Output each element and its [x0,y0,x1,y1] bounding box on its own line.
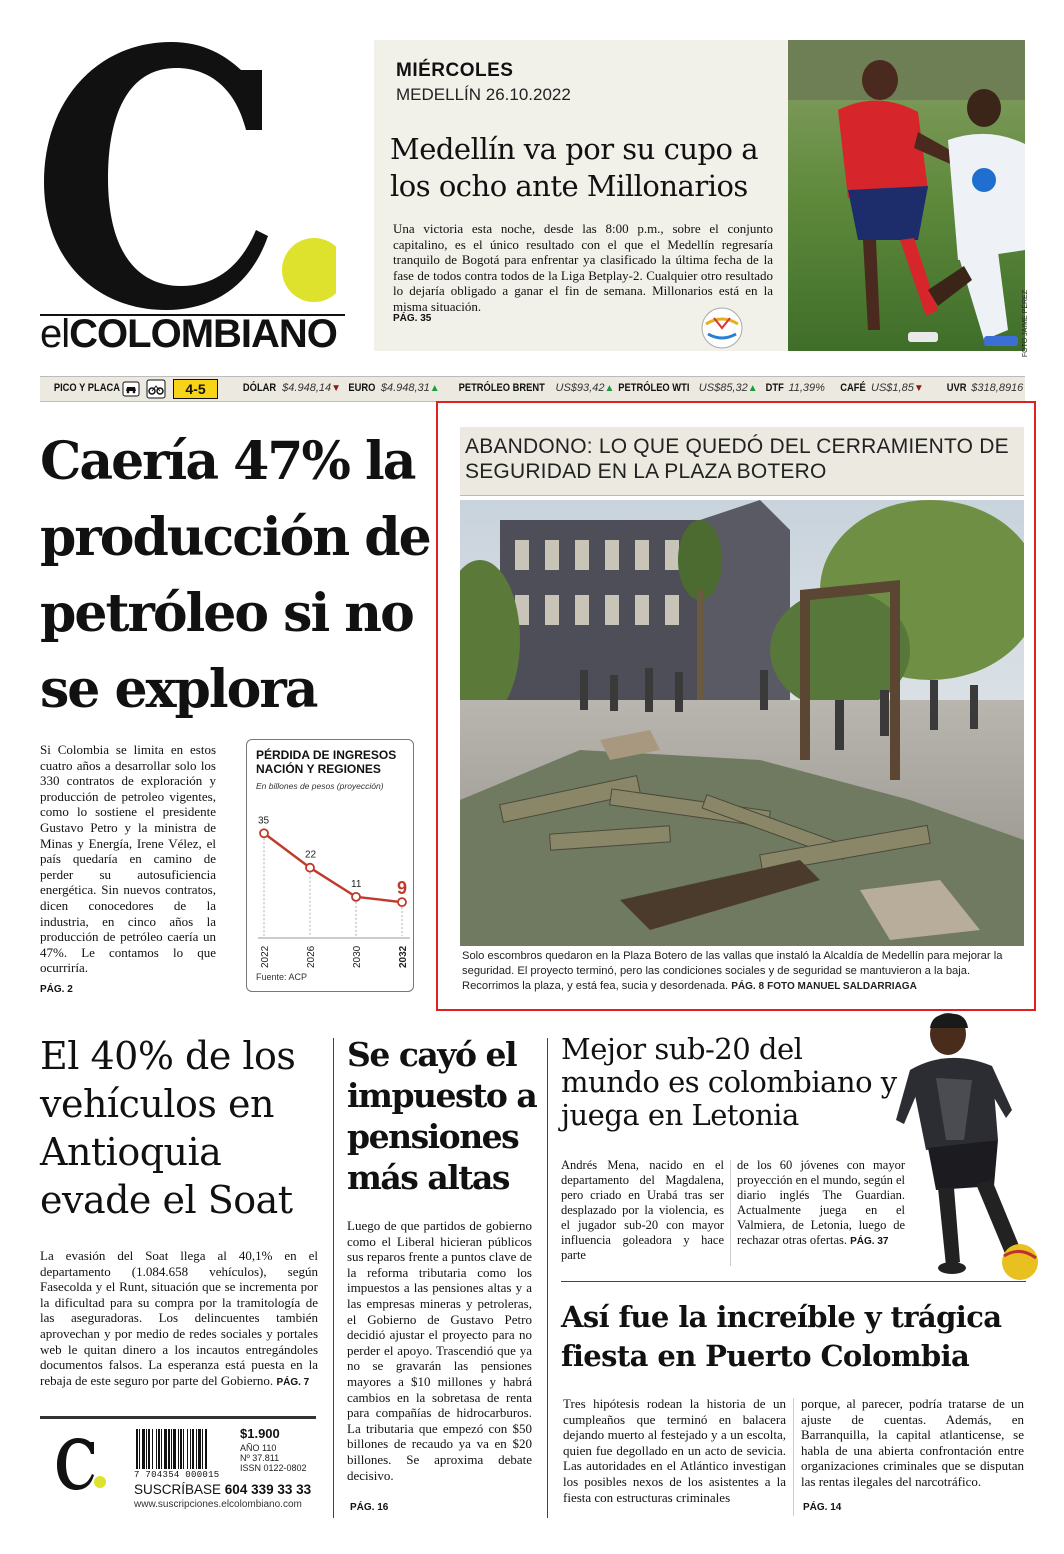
sub20-body-text: de los 60 jóvenes con mayor proyección en el mundo, según el diario inglés The Guardian. Actualmente juega en el Valmiera, de Letonia, luego de rechazar otras ofertas. [737,1158,906,1247]
column-divider [547,1038,548,1518]
section-rule [561,1281,1026,1282]
soccer-ball-image [700,306,744,350]
chart-tick-label: 2030 [352,945,363,968]
puerto-body-col2: porque, al parecer, podría tratarse de un ajuste de cuentas. Además, en Barranquilla, la capital atlanticense, se habla de una abierta confrontación entre organizaciones criminales que se disputan las rentas ilegales del narcotráfico. [801,1396,1024,1489]
feature-title[interactable]: ABANDONO: LO QUE QUEDÓ DEL CERRAMIENTO DE SEGURIDAD EN LA PLAZA BOTERO [465,435,1009,483]
chart-point [306,864,314,872]
motorcycle-icon [146,379,166,399]
chart-data-label: 11 [351,878,362,890]
chart-source: Fuente: ACP [256,972,308,982]
chart-series-line [264,833,402,902]
main-headline[interactable]: Caería 47% la producción de petróleo si no se explora [40,431,430,720]
brand-main: COLOMBIANO [69,312,337,356]
edition-number: Nº 37.811 [240,1453,280,1463]
ticker-dtf: DTF 11,39% [765,382,825,394]
puerto-body-col1: Tres hipótesis rodean la historia de un cumpleaños que terminó en balacera dejando muerto al festejado y a un escolta, quien fue degollado en un acto de sevicia. Las autoridades en el Atlántico investigan los posibles nexos de los asistentes a la fiesta con estructuras criminales [563,1396,786,1505]
income-loss-chart [246,790,414,970]
chart-tick-label: 2032 [398,945,409,968]
chart-title: PÉRDIDA DE INGRESOS NACIÓN Y REGIONES [256,748,397,776]
soat-headline[interactable]: El 40% de los vehículos en Antioquia evade el Soat [40,1034,296,1222]
subscribe-line[interactable] [134,1482,311,1497]
soccer-player-cutout[interactable] [890,1000,1040,1285]
teaser-photo-credit: FOTO JAIME PÉREZ [1022,290,1029,358]
sub20-headline[interactable]: Mejor sub-20 del mundo es colombiano y juega en Letonia [561,1032,897,1132]
ticker-dolar: DÓLAR $4.948,14▼ [242,382,342,394]
pensiones-headline[interactable]: Se cayó el impuesto a pensiones más altas [347,1035,537,1197]
subscribe-url[interactable]: www.suscripciones.elcolombiano.com [134,1499,302,1510]
footer-rule [40,1416,316,1419]
chart-tick-label: 2026 [306,945,317,968]
sub20-page-ref[interactable]: PÁG. 37 [850,1236,889,1247]
chart-tick-label: 2022 [260,945,271,968]
chart-data-label: 9 [397,878,408,899]
sub20-body-col2 [737,1158,905,1249]
soccer-match-photo[interactable] [788,40,1025,351]
up-arrow-icon: ▲ [429,383,440,394]
edition-date: MEDELLÍN 26.10.2022 [396,85,571,104]
feature-photo-credit: FOTO MANUEL SALDARRIAGA [767,981,917,992]
ticker-cafe: CAFÉ US$1,85▼ [840,382,924,394]
barcode-number: 7 704354 000015 [134,1470,220,1480]
chart-data-label: 22 [305,849,317,861]
brand-prefix: el [40,312,70,356]
pensiones-page-ref[interactable]: PÁG. 16 [350,1502,389,1513]
edition-day: MIÉRCOLES [396,60,514,81]
pensiones-body: Luego de que partidos de gobierno como el Liberal hicieran públicos sus reparos frente a puntos clave de la reforma tributaria como los impuestos a las pensiones altas y a las empresas mineras y petroleras, el Gobierno de Gustavo Petro decidió ajustar el proyecto para no perder el apoyo. Trascendió que ya no se gravarán las pensiones mayores a $10 millones y habrá cambios en la sobretasa de renta para compañías de hidrocarburos. La tributaria que empezó con $50 billones de recaudo ya va en $20 billones. Se aproxima debate decisivo. [347,1218,532,1483]
puerto-page-ref[interactable]: PÁG. 14 [803,1502,842,1513]
chart-point [260,829,268,837]
teaser-headline[interactable]: Medellín va por su cupo a los ocho ante Millonarios [390,132,759,203]
ticker-uvr: UVR $318,8916 [946,382,1024,394]
feature-caption [462,949,1024,994]
sub20-body-col1: Andrés Mena, nacido en el departamento del Magdalena, pero criado en Urabá tras ser desplazado por la violencia, es el jugador sub-20 con mayor influencia goleadora y hace parte [561,1158,724,1262]
edition-year: AÑO 110 [240,1443,277,1453]
subscribe-label: SUSCRÍBASE [134,1482,222,1497]
main-page-ref[interactable]: PÁG. 2 [40,984,73,995]
feature-page-ref[interactable]: PÁG. 8 [731,981,765,992]
subscribe-phone[interactable]: 604 339 33 33 [224,1482,312,1497]
ticker-brent: PETRÓLEO BRENT US$93,42▲ [458,382,615,394]
masthead-logo[interactable] [36,30,336,320]
brand-name[interactable] [40,312,337,357]
logo-dot [282,238,336,302]
soat-body [40,1248,318,1390]
column-divider [333,1038,334,1518]
barcode-image [134,1429,238,1469]
main-body: Si Colombia se limita en estos cuatro años a desarrollar solo los 330 contratos de exploración y producción de petroleo vigentes, como lo sostiene el presidente Gustavo Petro y la ministra de Minas y Energía, Irene Vélez, el país quedaría en camino de perder su autosuficiencia energética. Sin nuevos contratos, dicen conocedores de la industria, en cinco años la producción de petróleo caería un 47%. Le contamos lo que ocurriría. [40,742,216,976]
column-divider [730,1160,731,1266]
price: $1.900 [240,1426,280,1441]
chart-data-label: 35 [258,815,270,827]
chart-point [352,893,360,901]
ticker-euro: EURO $4.948,31▲ [348,382,440,394]
down-arrow-icon: ▼ [331,383,342,394]
chart-point [398,898,406,906]
plaza-botero-photo[interactable] [460,500,1024,946]
puerto-headline[interactable]: Así fue la increíble y trágica fiesta en Puerto Colombia [561,1300,1002,1373]
soat-body-text: La evasión del Soat llega al 40,1% en el departamento (1.084.658 vehículos), según Fasecolda y el Runt, situación que se incrementa por la dificultad para su compra por la tramitología de las aseguradoras. Los delincuentes también aprovechan y por medio de redes sociales y portales web le quitan dinero a los incautos entregándoles documentos falsos. La esperanza está puesta en la rebaja de este seguro por parte del Gobierno. [40,1248,318,1388]
logo-c-shape [44,42,268,310]
up-arrow-icon: ▲ [747,383,758,394]
footer-logo [56,1434,106,1494]
column-divider [793,1398,794,1516]
issn: ISSN 0122-0802 [240,1463,307,1473]
car-icon [122,381,140,397]
chart-subtitle: En billones de pesos (proyección) [256,781,384,791]
up-arrow-icon: ▲ [604,383,615,394]
teaser-page-ref[interactable]: PÁG. 35 [393,313,432,324]
ticker-wti: PETRÓLEO WTI US$85,32▲ [618,382,758,394]
feature-caption-text: Solo escombros quedaron en la Plaza Botero de las vallas que instaló la Alcaldía de Medellín para mejorar la seguridad. El proyecto terminó, pero las condiciones sociales y de seguridad se mantuvieron a la baja. Recorrimos la plaza, y está fea, sucia y desordenada. [462,950,1003,992]
teaser-body: Una victoria esta noche, desde las 8:00 p.m., sobre el conjunto capitalino, es el único resultado con el que el Medellín regresaría tranquilo de Bogotá para enfrentar ya clasificado la última fecha de la fase de todos contra todos de la Liga Betplay-2. Cualquier otro resultado lo dejaría obligado a ganar el fin de semana. Millonarios está en la misma situación. [393,221,773,314]
plate-digits-badge: 4-5 [173,379,218,399]
down-arrow-icon: ▼ [913,383,924,394]
pico-placa-label: PICO Y PLACA [53,382,121,394]
soat-page-ref[interactable]: PÁG. 7 [276,1376,310,1388]
